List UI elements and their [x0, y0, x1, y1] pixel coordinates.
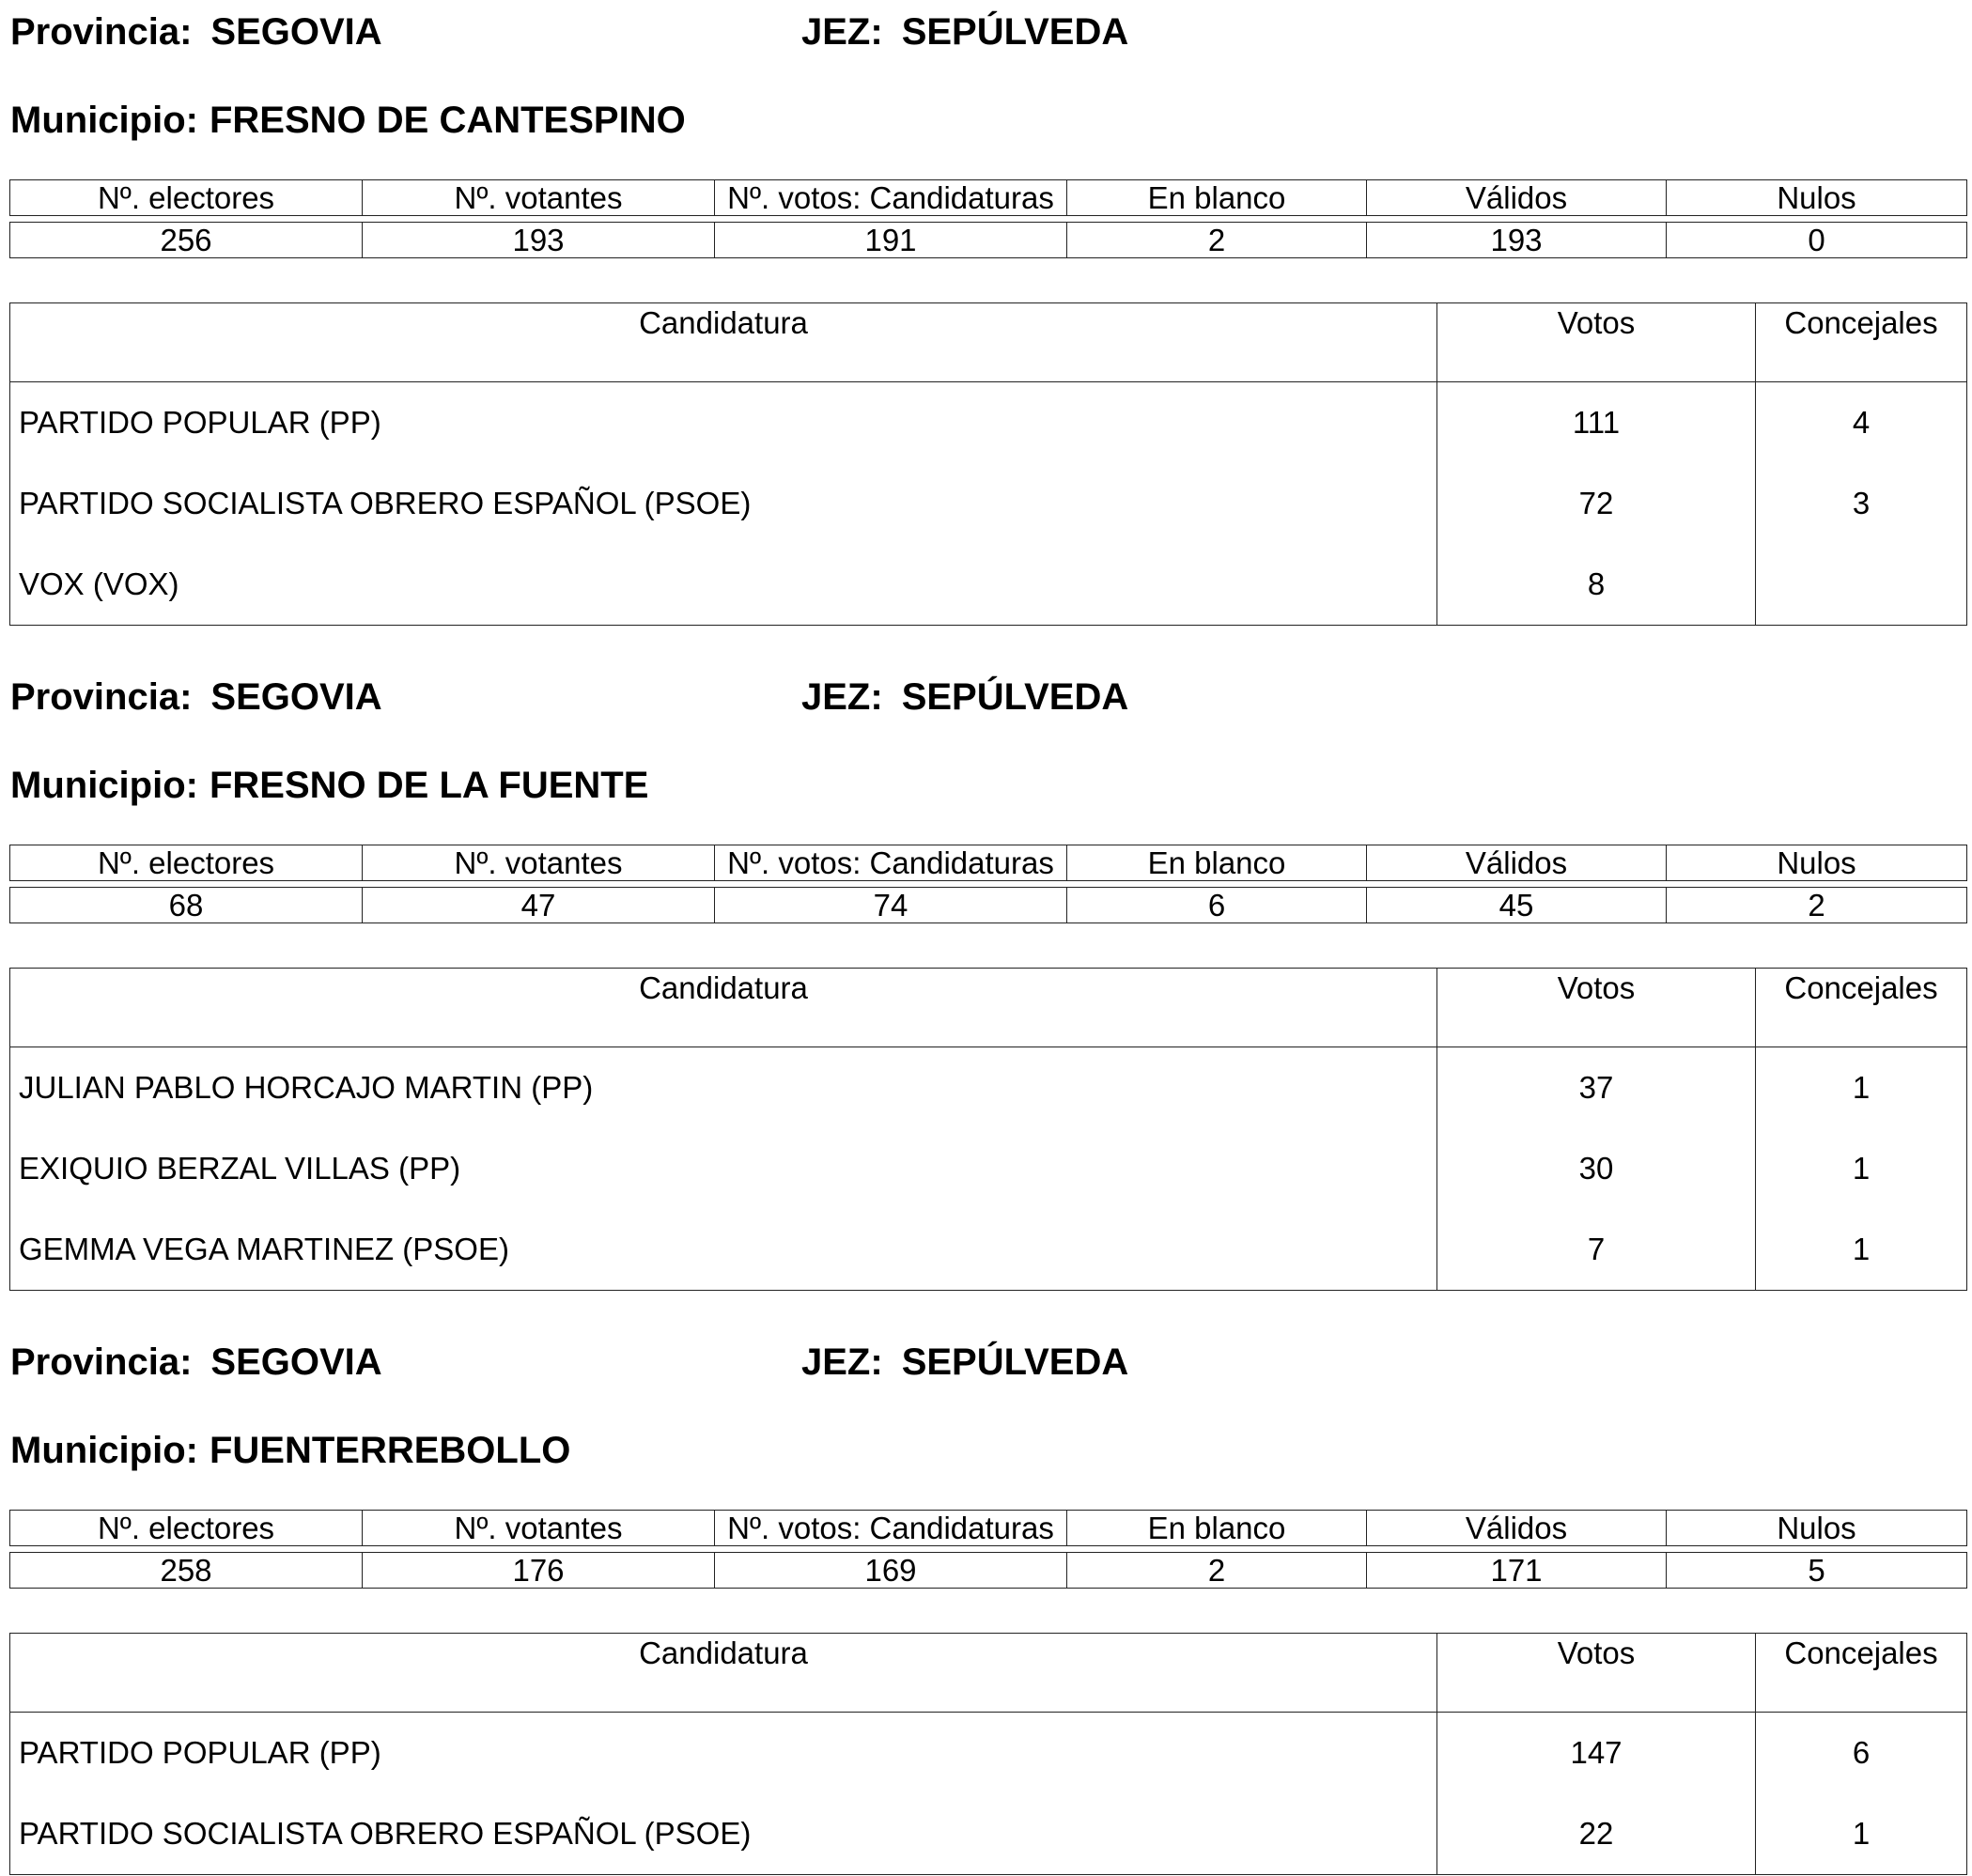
candidate-name: VOX (VOX) [19, 566, 179, 601]
provincia-label: Provincia: [10, 676, 193, 718]
municipio-label: Municipio: [10, 1430, 198, 1471]
candidates-table [9, 968, 1967, 1291]
stats-table [9, 845, 1967, 923]
candidate-name: PARTIDO SOCIALISTA OBRERO ESPAÑOL (PSOE) [19, 1816, 752, 1851]
jez-label: JEZ: [801, 1341, 883, 1383]
candidate-votes: 72 [1437, 463, 1756, 544]
municipio-heading [10, 765, 648, 806]
stats-header-cell: Nº. votos: Candidaturas [715, 845, 1067, 881]
jez-value: SEPÚLVEDA [901, 11, 1129, 53]
stats-value-cell: 74 [715, 888, 1067, 923]
stats-header-row [10, 845, 1967, 881]
concejales-header: Concejales [1756, 969, 1967, 1047]
candidate-row [10, 544, 1967, 626]
candidate-votes: 7 [1437, 1209, 1756, 1291]
stats-header-cell: Nulos [1667, 180, 1967, 216]
stats-value-cell: 256 [10, 223, 363, 258]
jez-heading [801, 11, 1128, 53]
stats-value-cell: 2 [1667, 888, 1967, 923]
candidatura-header: Candidatura [10, 303, 1437, 382]
stats-value-cell: 193 [1367, 223, 1667, 258]
provincia-heading [10, 11, 382, 53]
votos-header: Votos [1437, 303, 1756, 382]
provincia-label: Provincia: [10, 1341, 193, 1383]
candidate-row [10, 1793, 1967, 1875]
stats-table [9, 1510, 1967, 1589]
candidates-header-row [10, 303, 1967, 382]
jez-heading [801, 676, 1128, 718]
municipio-heading [10, 100, 686, 141]
stats-header-cell: Válidos [1367, 1511, 1667, 1546]
stats-header-row [10, 1511, 1967, 1546]
jez-label: JEZ: [801, 676, 883, 718]
stats-header-cell: Nº. votantes [363, 180, 715, 216]
candidate-name: PARTIDO POPULAR (PP) [19, 1735, 381, 1770]
stats-header-cell: Nº. votos: Candidaturas [715, 180, 1067, 216]
candidates-table [9, 1633, 1967, 1875]
stats-table [9, 179, 1967, 258]
municipio-label: Municipio: [10, 100, 198, 141]
stats-value-cell: 176 [363, 1553, 715, 1589]
candidate-row [10, 1209, 1967, 1291]
candidate-councillors: 1 [1756, 1128, 1967, 1209]
candidates-table [9, 302, 1967, 626]
candidate-votes: 111 [1437, 382, 1756, 464]
stats-header-cell: Nº. votos: Candidaturas [715, 1511, 1067, 1546]
candidate-row [10, 382, 1967, 464]
stats-value-cell: 45 [1367, 888, 1667, 923]
stats-value-row [10, 1553, 1967, 1589]
stats-value-cell: 171 [1367, 1553, 1667, 1589]
votos-header: Votos [1437, 1634, 1756, 1713]
municipio-value: FRESNO DE LA FUENTE [209, 765, 649, 806]
stats-value-row [10, 888, 1967, 923]
jez-heading [801, 1341, 1128, 1383]
jez-value: SEPÚLVEDA [901, 676, 1129, 718]
candidates-header-row [10, 969, 1967, 1047]
candidate-row [10, 1128, 1967, 1209]
candidates-header-row [10, 1634, 1967, 1713]
municipality-section [0, 665, 1972, 1330]
candidate-row [10, 1713, 1967, 1794]
candidate-row [10, 1047, 1967, 1129]
stats-value-cell: 47 [363, 888, 715, 923]
stats-header-cell: Válidos [1367, 180, 1667, 216]
concejales-header: Concejales [1756, 1634, 1967, 1713]
stats-value-cell: 2 [1067, 223, 1367, 258]
stats-value-cell: 191 [715, 223, 1067, 258]
stats-value-cell: 169 [715, 1553, 1067, 1589]
stats-value-cell: 0 [1667, 223, 1967, 258]
candidate-name: PARTIDO SOCIALISTA OBRERO ESPAÑOL (PSOE) [19, 486, 752, 520]
stats-value-cell: 2 [1067, 1553, 1367, 1589]
municipality-section [0, 0, 1972, 665]
candidate-votes: 30 [1437, 1128, 1756, 1209]
candidate-name: GEMMA VEGA MARTINEZ (PSOE) [19, 1232, 509, 1266]
stats-header-cell: Nulos [1667, 1511, 1967, 1546]
candidate-councillors: 6 [1756, 1713, 1967, 1794]
municipality-section [0, 1330, 1972, 1876]
provincia-heading [10, 1341, 382, 1383]
stats-value-cell: 5 [1667, 1553, 1967, 1589]
candidate-votes: 22 [1437, 1793, 1756, 1875]
municipio-value: FRESNO DE CANTESPINO [209, 100, 686, 141]
stats-value-row [10, 223, 1967, 258]
candidate-name: PARTIDO POPULAR (PP) [19, 405, 381, 440]
candidate-councillors: 4 [1756, 382, 1967, 464]
candidate-councillors: 3 [1756, 463, 1967, 544]
candidate-councillors: 1 [1756, 1047, 1967, 1129]
municipio-value: FUENTERREBOLLO [209, 1430, 571, 1471]
candidatura-header: Candidatura [10, 1634, 1437, 1713]
stats-header-cell: En blanco [1067, 180, 1367, 216]
concejales-header: Concejales [1756, 303, 1967, 382]
municipio-heading [10, 1430, 570, 1471]
candidate-row [10, 463, 1967, 544]
candidate-councillors: 1 [1756, 1793, 1967, 1875]
votos-header: Votos [1437, 969, 1756, 1047]
stats-header-cell: Nº. electores [10, 1511, 363, 1546]
candidate-councillors: 1 [1756, 1209, 1967, 1291]
stats-header-cell: En blanco [1067, 845, 1367, 881]
stats-header-cell: En blanco [1067, 1511, 1367, 1546]
municipio-label: Municipio: [10, 765, 198, 806]
provincia-value: SEGOVIA [210, 676, 382, 718]
jez-label: JEZ: [801, 11, 883, 53]
stats-header-row [10, 180, 1967, 216]
provincia-value: SEGOVIA [210, 1341, 382, 1383]
candidate-name: EXIQUIO BERZAL VILLAS (PP) [19, 1151, 461, 1186]
stats-header-cell: Nulos [1667, 845, 1967, 881]
stats-header-cell: Válidos [1367, 845, 1667, 881]
stats-value-cell: 258 [10, 1553, 363, 1589]
stats-value-cell: 6 [1067, 888, 1367, 923]
stats-header-cell: Nº. electores [10, 845, 363, 881]
stats-value-cell: 68 [10, 888, 363, 923]
candidate-votes: 147 [1437, 1713, 1756, 1794]
provincia-label: Provincia: [10, 11, 193, 53]
candidate-votes: 8 [1437, 544, 1756, 626]
stats-header-cell: Nº. electores [10, 180, 363, 216]
provincia-value: SEGOVIA [210, 11, 382, 53]
provincia-heading [10, 676, 382, 718]
stats-header-cell: Nº. votantes [363, 845, 715, 881]
stats-value-cell: 193 [363, 223, 715, 258]
candidate-name: JULIAN PABLO HORCAJO MARTIN (PP) [19, 1070, 594, 1105]
candidate-votes: 37 [1437, 1047, 1756, 1129]
stats-header-cell: Nº. votantes [363, 1511, 715, 1546]
jez-value: SEPÚLVEDA [901, 1341, 1129, 1383]
candidatura-header: Candidatura [10, 969, 1437, 1047]
candidate-councillors [1756, 544, 1967, 626]
